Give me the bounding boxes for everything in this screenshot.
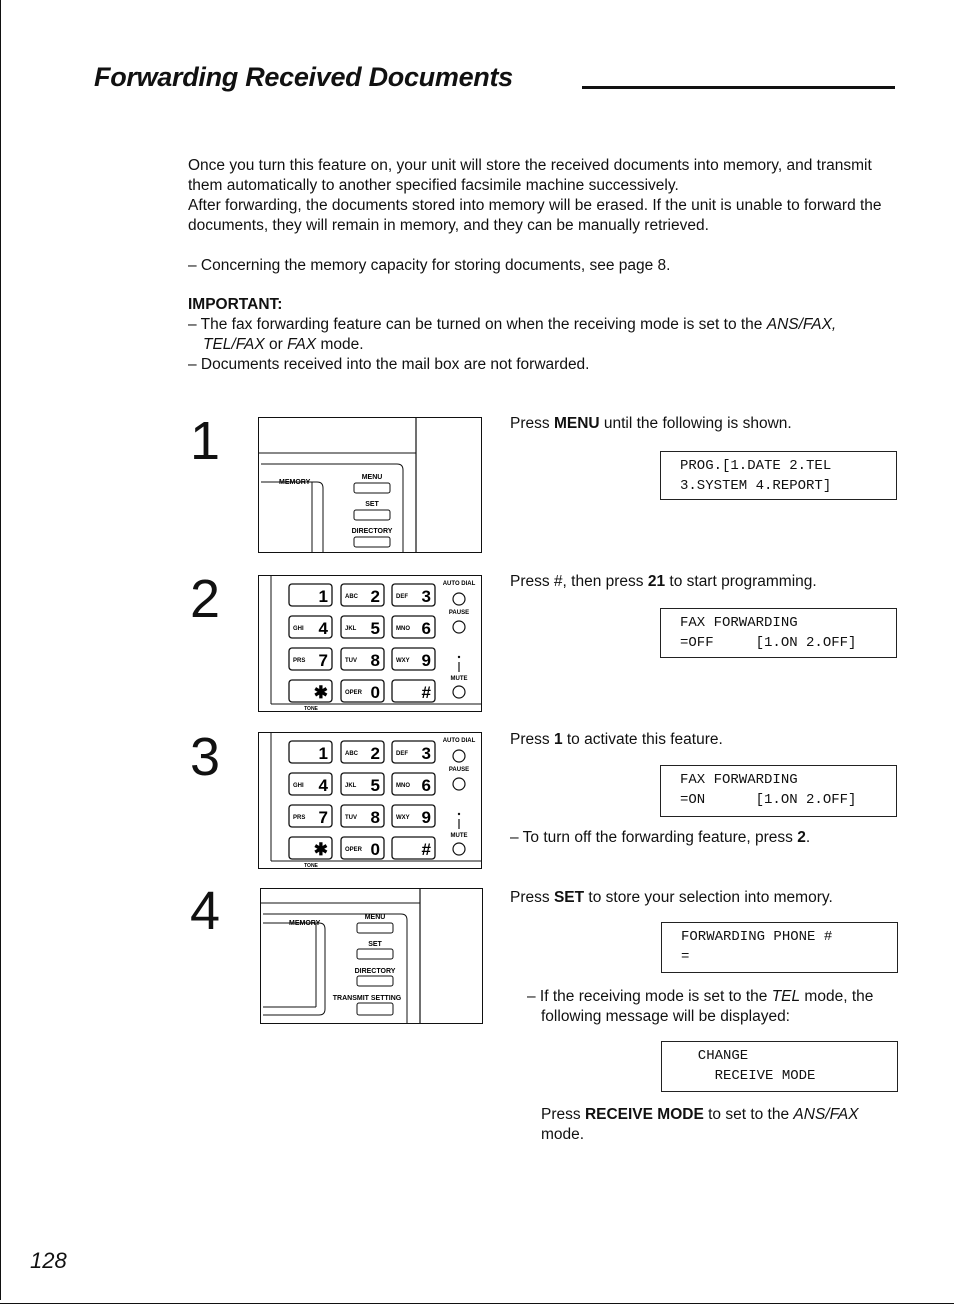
key-8[interactable] [341, 648, 384, 670]
key-7[interactable] [289, 648, 332, 670]
key-letters: PRS [293, 658, 306, 664]
control-panel-illustration-4 [260, 888, 483, 1024]
control-panel-illustration-1 [258, 417, 482, 553]
keypad-illustration-step-3 [258, 732, 482, 869]
pause-button[interactable] [453, 778, 465, 790]
key-digit: 6 [421, 776, 431, 795]
key-1[interactable] [289, 584, 332, 606]
important-heading: IMPORTANT: [188, 296, 283, 313]
key-letters: PRS [293, 815, 306, 821]
key-1[interactable] [289, 741, 332, 763]
key-letters: DEF [396, 594, 408, 600]
memory-label: MEMORY [279, 479, 311, 486]
key-digit: 8 [370, 808, 380, 827]
key-digit: 0 [370, 683, 380, 702]
lcd-display-5 [661, 1041, 898, 1092]
lcd-line: =ON [1.ON 2.OFF] [680, 792, 857, 808]
intro-text-2: After forwarding, the documents stored into memory will be erased. If the unit is unable to forward the documents, they will remain in memory, and they can be manually retrieved. [188, 197, 882, 234]
key-letters: DEF [396, 751, 408, 757]
mute-label: MUTE [450, 676, 468, 682]
key-5[interactable] [341, 773, 384, 795]
menu-label-4: MENU [364, 914, 386, 921]
key-letters: GHI [293, 783, 304, 789]
step-number-2: 2 [190, 569, 221, 629]
auto-dial-label: AUTO DIAL [442, 738, 476, 744]
set-button[interactable] [354, 510, 390, 520]
keypad-svg [259, 733, 481, 868]
directory-label-4: DIRECTORY [354, 968, 396, 975]
key-letters: OPER [345, 690, 363, 696]
step-4-instruction: Press SET to store your selection into memory. [510, 889, 833, 906]
mute-label: MUTE [450, 833, 468, 839]
key-letters: ABC [345, 594, 358, 600]
key-2[interactable] [341, 741, 384, 763]
transmit-setting-button[interactable] [357, 1003, 393, 1015]
lcd-line: FAX FORWARDING [680, 615, 798, 631]
key-7[interactable] [289, 805, 332, 827]
step-number-3: 3 [190, 727, 221, 787]
key-digit: 7 [318, 808, 328, 827]
key-letters: TUV [345, 815, 357, 821]
key-4[interactable] [289, 616, 332, 638]
tone-label: TONE [304, 706, 318, 711]
key-letters: JKL [345, 626, 357, 632]
lcd-display-4 [661, 922, 898, 973]
step-3-note: – To turn off the forwarding feature, press 2. [510, 829, 811, 846]
key-digit: # [421, 683, 431, 702]
key-letters: TUV [345, 658, 357, 664]
tone-label: TONE [304, 863, 318, 868]
key-9[interactable] [392, 805, 435, 827]
key-3[interactable] [392, 741, 435, 763]
menu-button-4[interactable] [357, 923, 393, 933]
mute-button[interactable] [453, 686, 465, 698]
step-number-1: 1 [190, 411, 221, 471]
key-digit: 1 [318, 744, 328, 763]
key-digit: 3 [421, 744, 431, 763]
directory-label: DIRECTORY [351, 528, 393, 535]
key-digit: 6 [421, 619, 431, 638]
lcd-display-1 [660, 451, 897, 500]
left-margin-line [0, 0, 1, 1300]
step-number-4: 4 [190, 881, 221, 941]
menu-label: MENU [361, 474, 383, 481]
bottom-rule [0, 1303, 954, 1304]
key-9[interactable] [392, 648, 435, 670]
key-8[interactable] [341, 805, 384, 827]
intro-text-1: Once you turn this feature on, your unit will store the received documents into memory, and transmit them automatically to another specified facsimile machine successively. [188, 157, 872, 194]
step-2-instruction: Press #, then press 21 to start programming. [510, 573, 817, 590]
page-number: 128 [30, 1248, 67, 1273]
key-digit: # [421, 840, 431, 859]
step-4-final: Press RECEIVE MODE to set to the ANS/FAX mode. [541, 1106, 859, 1143]
lcd-line: CHANGE [681, 1048, 749, 1064]
key-letters: JKL [345, 783, 357, 789]
lcd-line: FAX FORWARDING [680, 772, 798, 788]
transmit-setting-label: TRANSMIT SETTING [332, 995, 402, 1002]
mute-button[interactable] [453, 843, 465, 855]
step-4-note: – If the receiving mode is set to the TEL mode, the following message will be displayed: [527, 988, 874, 1025]
auto-dial-button[interactable] [453, 750, 465, 762]
key-4[interactable] [289, 773, 332, 795]
key-letters: WXY [396, 815, 410, 821]
key-5[interactable] [341, 616, 384, 638]
lcd-line: FORWARDING PHONE # [681, 929, 833, 945]
memory-label-4: MEMORY [289, 920, 321, 927]
title-rule [582, 86, 895, 89]
key-hash[interactable] [392, 680, 435, 702]
directory-button-4[interactable] [357, 976, 393, 986]
key-digit: 8 [370, 651, 380, 670]
key-digit: 0 [370, 840, 380, 859]
key-digit: 5 [370, 776, 380, 795]
key-letters: MNO [396, 626, 410, 632]
auto-dial-button[interactable] [453, 593, 465, 605]
key-digit: 2 [370, 587, 380, 606]
pause-button[interactable] [453, 621, 465, 633]
keypad-illustration-step-2 [258, 575, 482, 712]
key-3[interactable] [392, 584, 435, 606]
step-1-instruction: Press MENU until the following is shown. [510, 415, 792, 432]
key-letters: GHI [293, 626, 304, 632]
key-digit: ✱ [313, 683, 328, 702]
key-6[interactable] [392, 773, 435, 795]
key-star[interactable] [289, 680, 332, 702]
key-digit: 7 [318, 651, 328, 670]
lcd-line: PROG.[1.DATE 2.TEL [680, 458, 832, 474]
important-item-2: – Documents received into the mail box are not forwarded. [188, 356, 590, 373]
key-2[interactable] [341, 584, 384, 606]
lcd-line: = [681, 949, 690, 965]
pause-label: PAUSE [448, 610, 470, 616]
key-letters: WXY [396, 658, 410, 664]
lcd-line: =OFF [1.ON 2.OFF] [680, 635, 857, 651]
key-0[interactable] [341, 837, 384, 859]
set-label: SET [365, 501, 379, 508]
key-digit: 1 [318, 587, 328, 606]
key-digit: ✱ [313, 840, 328, 859]
key-digit: 4 [318, 619, 328, 638]
lcd-line: RECEIVE MODE [681, 1068, 816, 1084]
key-digit: 4 [318, 776, 328, 795]
page-title: Forwarding Received Documents [94, 62, 513, 92]
menu-button[interactable] [354, 483, 390, 493]
key-digit: 9 [421, 808, 431, 827]
key-letters: ABC [345, 751, 358, 757]
key-digit: 9 [421, 651, 431, 670]
keypad-svg [259, 576, 481, 711]
auto-dial-label: AUTO DIAL [442, 581, 476, 587]
directory-button[interactable] [354, 537, 390, 547]
key-star[interactable] [289, 837, 332, 859]
key-0[interactable] [341, 680, 384, 702]
lcd-display-3 [660, 765, 897, 817]
lcd-line: 3.SYSTEM 4.REPORT] [680, 478, 832, 494]
set-button-4[interactable] [357, 949, 393, 959]
pause-label: PAUSE [448, 767, 470, 773]
key-digit: 3 [421, 587, 431, 606]
set-label-4: SET [368, 941, 382, 948]
key-digit: 5 [370, 619, 380, 638]
key-letters: OPER [345, 847, 363, 853]
step-3-instruction: Press 1 to activate this feature. [510, 731, 723, 748]
lcd-display-2 [660, 608, 897, 658]
key-digit: 2 [370, 744, 380, 763]
important-item-1: – The fax forwarding feature can be turned on when the receiving mode is set to the ANS/FAX, TEL/FAX or FAX mode. [188, 316, 837, 353]
important-section [188, 295, 888, 375]
key-hash[interactable] [392, 837, 435, 859]
key-6[interactable] [392, 616, 435, 638]
intro-text-3: – Concerning the memory capacity for storing documents, see page 8. [188, 257, 671, 274]
key-letters: MNO [396, 783, 410, 789]
intro-paragraph [188, 156, 888, 276]
